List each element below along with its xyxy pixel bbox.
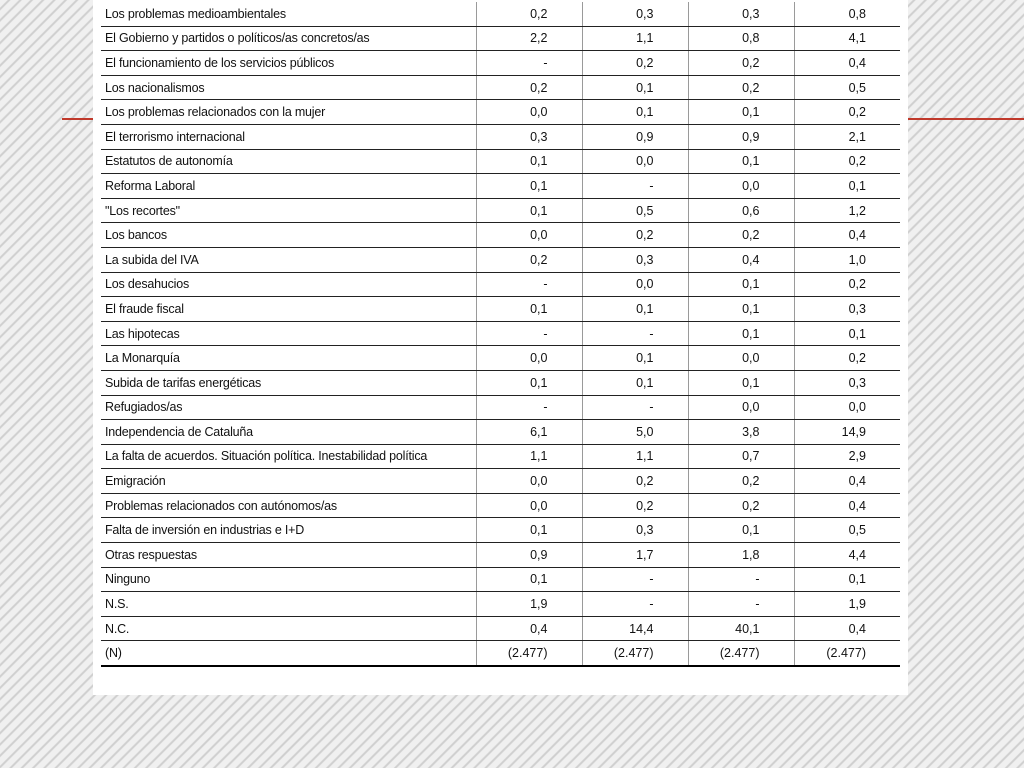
row-value: 0,3 xyxy=(794,370,900,395)
row-value: 0,0 xyxy=(476,100,582,125)
row-value: 0,3 xyxy=(476,124,582,149)
table-row xyxy=(101,100,900,125)
row-value: 0,2 xyxy=(582,469,688,494)
row-value: - xyxy=(476,395,582,420)
table-row xyxy=(101,370,900,395)
row-value: 2,9 xyxy=(794,444,900,469)
row-label: Los problemas relacionados con la mujer xyxy=(101,100,476,125)
table-row xyxy=(101,518,900,543)
row-label: Los bancos xyxy=(101,223,476,248)
row-value: 0,1 xyxy=(476,567,582,592)
row-value: (2.477) xyxy=(794,641,900,666)
table-row xyxy=(101,174,900,199)
row-label: Subida de tarifas energéticas xyxy=(101,370,476,395)
row-value: 0,1 xyxy=(476,297,582,322)
problems-table xyxy=(101,2,900,667)
row-value: 0,6 xyxy=(688,198,794,223)
row-value: (2.477) xyxy=(582,641,688,666)
row-value: 0,0 xyxy=(688,395,794,420)
row-label: Los desahucios xyxy=(101,272,476,297)
row-label: El Gobierno y partidos o políticos/as concretos/as xyxy=(101,26,476,51)
row-value: 0,3 xyxy=(582,518,688,543)
row-label: N.S. xyxy=(101,592,476,617)
row-value: 0,1 xyxy=(688,518,794,543)
row-value: - xyxy=(582,174,688,199)
row-label: La Monarquía xyxy=(101,346,476,371)
table-row xyxy=(101,75,900,100)
table-row xyxy=(101,51,900,76)
row-value: 0,1 xyxy=(688,272,794,297)
row-value: 1,7 xyxy=(582,543,688,568)
row-value: 0,1 xyxy=(582,100,688,125)
row-value: 1,0 xyxy=(794,247,900,272)
row-label: Falta de inversión en industrias e I+D xyxy=(101,518,476,543)
table-row xyxy=(101,346,900,371)
row-label: El funcionamiento de los servicios públicos xyxy=(101,51,476,76)
row-value: 0,1 xyxy=(688,149,794,174)
accent-line-right xyxy=(906,118,1024,120)
row-label: (N) xyxy=(101,641,476,666)
row-value: 0,2 xyxy=(582,493,688,518)
table-row xyxy=(101,543,900,568)
table-row xyxy=(101,247,900,272)
row-label: Ninguno xyxy=(101,567,476,592)
row-value: 0,0 xyxy=(476,346,582,371)
row-value: 0,1 xyxy=(582,346,688,371)
table-total-row xyxy=(101,641,900,666)
table-row xyxy=(101,124,900,149)
row-value: 0,2 xyxy=(688,223,794,248)
row-value: - xyxy=(476,272,582,297)
row-value: 0,9 xyxy=(688,124,794,149)
row-value: 1,8 xyxy=(688,543,794,568)
row-label: Otras respuestas xyxy=(101,543,476,568)
row-value: 0,3 xyxy=(582,247,688,272)
row-value: 5,0 xyxy=(582,420,688,445)
table-row xyxy=(101,272,900,297)
row-label: Problemas relacionados con autónomos/as xyxy=(101,493,476,518)
row-value: 0,2 xyxy=(688,75,794,100)
row-value: 0,2 xyxy=(476,75,582,100)
row-value: 0,5 xyxy=(582,198,688,223)
row-value: (2.477) xyxy=(688,641,794,666)
row-value: 0,7 xyxy=(688,444,794,469)
table-row xyxy=(101,493,900,518)
table-row xyxy=(101,149,900,174)
row-value: 0,3 xyxy=(688,2,794,26)
row-label: Refugiados/as xyxy=(101,395,476,420)
table-row xyxy=(101,420,900,445)
row-value: 0,8 xyxy=(794,2,900,26)
row-value: 0,1 xyxy=(476,174,582,199)
row-value: 0,1 xyxy=(582,370,688,395)
table-row xyxy=(101,2,900,26)
row-value: 3,8 xyxy=(688,420,794,445)
table-row xyxy=(101,469,900,494)
table-row xyxy=(101,395,900,420)
table-row xyxy=(101,223,900,248)
row-value: - xyxy=(688,567,794,592)
row-value: 4,4 xyxy=(794,543,900,568)
row-value: - xyxy=(582,395,688,420)
row-value: 0,0 xyxy=(476,223,582,248)
row-value: 1,2 xyxy=(794,198,900,223)
row-value: 0,1 xyxy=(582,75,688,100)
row-value: 0,0 xyxy=(688,174,794,199)
table-row xyxy=(101,26,900,51)
row-value: - xyxy=(688,592,794,617)
row-value: 0,4 xyxy=(476,616,582,641)
row-value: 0,2 xyxy=(582,223,688,248)
row-value: 1,1 xyxy=(582,444,688,469)
row-label: El fraude fiscal xyxy=(101,297,476,322)
table-row xyxy=(101,616,900,641)
row-value: (2.477) xyxy=(476,641,582,666)
row-value: - xyxy=(476,321,582,346)
row-value: 0,2 xyxy=(688,493,794,518)
row-value: 6,1 xyxy=(476,420,582,445)
row-value: 0,3 xyxy=(794,297,900,322)
row-value: 0,0 xyxy=(476,493,582,518)
row-value: 0,1 xyxy=(582,297,688,322)
row-value: - xyxy=(582,321,688,346)
row-value: 0,4 xyxy=(794,616,900,641)
row-value: 14,4 xyxy=(582,616,688,641)
row-value: 0,1 xyxy=(794,174,900,199)
row-value: 0,5 xyxy=(794,518,900,543)
row-value: 0,4 xyxy=(794,223,900,248)
row-value: 0,2 xyxy=(794,272,900,297)
row-value: 0,5 xyxy=(794,75,900,100)
row-value: 0,4 xyxy=(688,247,794,272)
row-value: 0,2 xyxy=(794,149,900,174)
row-value: 0,0 xyxy=(476,469,582,494)
row-value: 0,0 xyxy=(582,149,688,174)
row-value: 0,2 xyxy=(476,247,582,272)
row-value: - xyxy=(476,51,582,76)
row-value: 40,1 xyxy=(688,616,794,641)
row-value: 0,4 xyxy=(794,469,900,494)
row-value: 0,4 xyxy=(794,493,900,518)
row-label: N.C. xyxy=(101,616,476,641)
table-row xyxy=(101,567,900,592)
row-value: 0,0 xyxy=(794,395,900,420)
row-label: Emigración xyxy=(101,469,476,494)
row-value: 0,2 xyxy=(688,51,794,76)
row-value: 0,2 xyxy=(688,469,794,494)
row-value: 0,0 xyxy=(688,346,794,371)
row-label: Los problemas medioambientales xyxy=(101,2,476,26)
row-value: 0,1 xyxy=(476,518,582,543)
row-label: Los nacionalismos xyxy=(101,75,476,100)
table-sheet xyxy=(93,0,908,695)
table-row xyxy=(101,444,900,469)
row-value: 0,0 xyxy=(582,272,688,297)
table-row xyxy=(101,297,900,322)
accent-line-left xyxy=(62,118,94,120)
row-value: 0,1 xyxy=(688,370,794,395)
row-value: 0,3 xyxy=(582,2,688,26)
row-value: 0,1 xyxy=(476,370,582,395)
row-label: "Los recortes" xyxy=(101,198,476,223)
row-value: 0,1 xyxy=(794,567,900,592)
row-value: 0,9 xyxy=(582,124,688,149)
row-value: 0,8 xyxy=(688,26,794,51)
row-value: 1,1 xyxy=(582,26,688,51)
row-value: 0,1 xyxy=(688,321,794,346)
row-value: 1,9 xyxy=(794,592,900,617)
row-value: - xyxy=(582,567,688,592)
row-value: 1,9 xyxy=(476,592,582,617)
table-row xyxy=(101,198,900,223)
row-value: 0,2 xyxy=(476,2,582,26)
row-label: Las hipotecas xyxy=(101,321,476,346)
row-value: 14,9 xyxy=(794,420,900,445)
row-value: - xyxy=(582,592,688,617)
row-value: 0,9 xyxy=(476,543,582,568)
row-label: El terrorismo internacional xyxy=(101,124,476,149)
table-row xyxy=(101,592,900,617)
row-value: 1,1 xyxy=(476,444,582,469)
row-value: 2,2 xyxy=(476,26,582,51)
row-value: 0,1 xyxy=(688,100,794,125)
row-value: 0,2 xyxy=(794,100,900,125)
table-body xyxy=(101,2,900,666)
row-label: Estatutos de autonomía xyxy=(101,149,476,174)
row-value: 0,2 xyxy=(794,346,900,371)
row-value: 0,1 xyxy=(688,297,794,322)
table-row xyxy=(101,321,900,346)
row-value: 0,2 xyxy=(582,51,688,76)
row-value: 0,1 xyxy=(476,149,582,174)
row-value: 0,4 xyxy=(794,51,900,76)
row-label: Independencia de Cataluña xyxy=(101,420,476,445)
row-label: La falta de acuerdos. Situación política. Inestabilidad política xyxy=(101,444,476,469)
row-value: 4,1 xyxy=(794,26,900,51)
row-value: 0,1 xyxy=(476,198,582,223)
row-label: Reforma Laboral xyxy=(101,174,476,199)
row-value: 2,1 xyxy=(794,124,900,149)
row-value: 0,1 xyxy=(794,321,900,346)
row-label: La subida del IVA xyxy=(101,247,476,272)
